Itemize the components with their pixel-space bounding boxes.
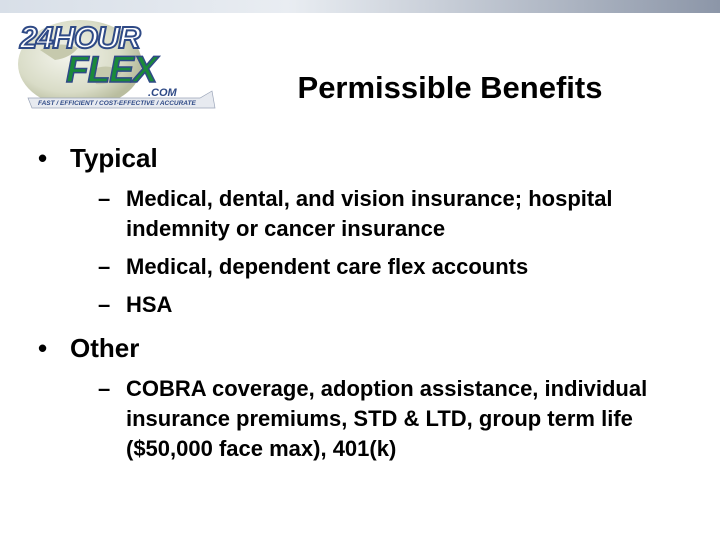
slide-title: Permissible Benefits — [297, 70, 603, 105]
logo-dotcom: .COM — [148, 87, 177, 99]
list-item — [30, 184, 690, 244]
list-item-text: Medical, dependent care flex accounts — [126, 254, 529, 279]
dash-icon: – — [98, 254, 111, 279]
section-heading-typical — [30, 140, 690, 176]
list-item — [30, 252, 690, 282]
logo-line1: 24HOUR — [20, 20, 140, 55]
section-heading-label: Other — [70, 333, 140, 363]
bullet-icon: • — [38, 333, 48, 363]
dash-icon: – — [98, 186, 111, 211]
list-item — [30, 290, 690, 320]
section-heading-other — [30, 330, 690, 366]
logo-tagline: FAST / EFFICIENT / COST-EFFECTIVE / ACCURATE — [38, 100, 196, 107]
list-item-text: COBRA coverage, adoption assistance, individual insurance premiums, STD & LTD, group term life ($50,000 face max), 401(k) — [126, 376, 648, 461]
slide-body — [30, 140, 690, 464]
bullet-icon: • — [38, 143, 48, 173]
section-heading-label: Typical — [70, 143, 158, 173]
dash-icon: – — [98, 292, 111, 317]
list-item — [30, 374, 690, 464]
logo — [0, 0, 250, 115]
logo-graphic — [0, 0, 250, 115]
dash-icon: – — [98, 376, 111, 401]
logo-line2: FLEX — [66, 49, 157, 90]
section-spacer — [30, 320, 690, 330]
list-item-text: HSA — [126, 292, 173, 317]
list-item-text: Medical, dental, and vision insurance; hospital indemnity or cancer insurance — [126, 186, 613, 241]
